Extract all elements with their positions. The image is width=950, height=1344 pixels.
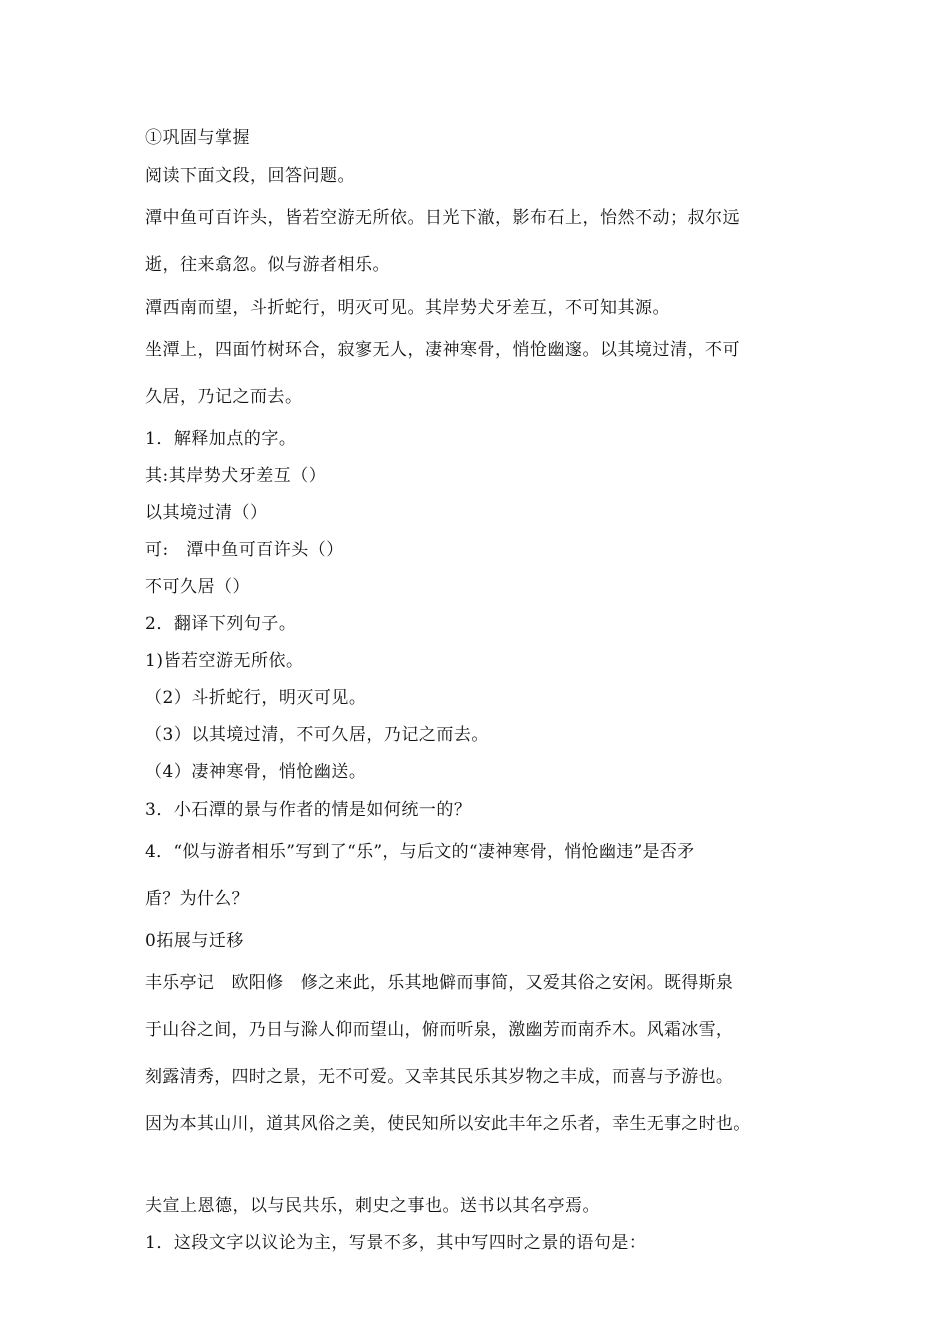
reading-instruction: 阅读下面文段，回答问题。 <box>145 166 355 186</box>
question-2-sentence-2: （2）斗折蛇行，明灭可见。 <box>145 688 367 708</box>
question-2-sentence-1: 1)皆若空游无所依。 <box>145 651 304 671</box>
question-4 <box>145 829 835 923</box>
question-4-line2: 盾？为什么？ <box>145 889 249 909</box>
fengle-line-4: 因为本其山川，道其风俗之美，使民知所以安此丰年之乐者，幸生无事之时也。 <box>145 1114 751 1134</box>
passage-p3-line2: 久居，乃记之而去。 <box>145 387 303 407</box>
fengle-line-5: 夫宣上恩德，以与民共乐，刺史之事也。送书以其名亭焉。 <box>145 1196 600 1216</box>
question-1-title: 1．解释加点的字。 <box>145 429 297 449</box>
passage-p3-line1: 坐潭上，四面竹树环合，寂寥无人，凄神寒骨，悄怆幽邃。以其境过清，不可 <box>145 340 740 360</box>
passage-paragraph-2: 潭西南而望，斗折蛇行，明灭可见。其岸势犬牙差互，不可知其源。 <box>145 298 670 318</box>
passage-paragraph-3 <box>145 327 835 421</box>
question-2-sentence-3: （3）以其境过清，不可久居，乃记之而去。 <box>145 725 489 745</box>
section1-heading: ①巩固与掌握 <box>145 128 250 148</box>
document-page <box>145 120 835 1262</box>
fengle-line-3: 刻露清秀，四时之景，无不可爱。又幸其民乐其岁物之丰成，而喜与予游也。 <box>145 1067 734 1087</box>
section2-heading: 0拓展与迁移 <box>145 931 244 951</box>
passage-paragraph-1 <box>145 195 835 289</box>
paragraph-gap <box>145 1148 835 1188</box>
passage-p1-line2: 逝，往来翕忽。似与游者相乐。 <box>145 255 390 275</box>
question-1-item-1: 其:其岸势犬牙差互（） <box>145 466 327 486</box>
question-1-item-4: 不可久居（） <box>145 577 250 597</box>
fengle-line-2: 于山谷之间，乃日与滁人仰而望山，俯而听泉，激幽芳而南乔木。风霜冰雪， <box>145 1020 734 1040</box>
section2-question-1: 1．这段文字以议论为主，写景不多，其中写四时之景的语句是： <box>145 1233 647 1253</box>
fengle-passage <box>145 960 835 1148</box>
question-1-item-3: 可: 潭中鱼可百许头（） <box>145 540 344 560</box>
fengle-line-1: 丰乐亭记 欧阳修 修之来此，乐其地僻而事简，又爱其俗之安闲。既得斯泉 <box>145 973 734 993</box>
question-2-title: 2．翻译下列句子。 <box>145 614 297 634</box>
question-4-line1: 4．“似与游者相乐”写到了“乐”，与后文的“凄神寒骨，悄怆幽违”是否矛 <box>145 842 695 862</box>
question-1-item-2: 以其境过清（） <box>145 503 268 523</box>
passage-p1-line1: 潭中鱼可百许头，皆若空游无所依。日光下澈，影布石上，怡然不动；叔尔远 <box>145 208 740 228</box>
question-3: 3．小石潭的景与作者的情是如何统一的？ <box>145 800 472 820</box>
question-2-sentence-4: （4）凄神寒骨，悄怆幽送。 <box>145 762 367 782</box>
